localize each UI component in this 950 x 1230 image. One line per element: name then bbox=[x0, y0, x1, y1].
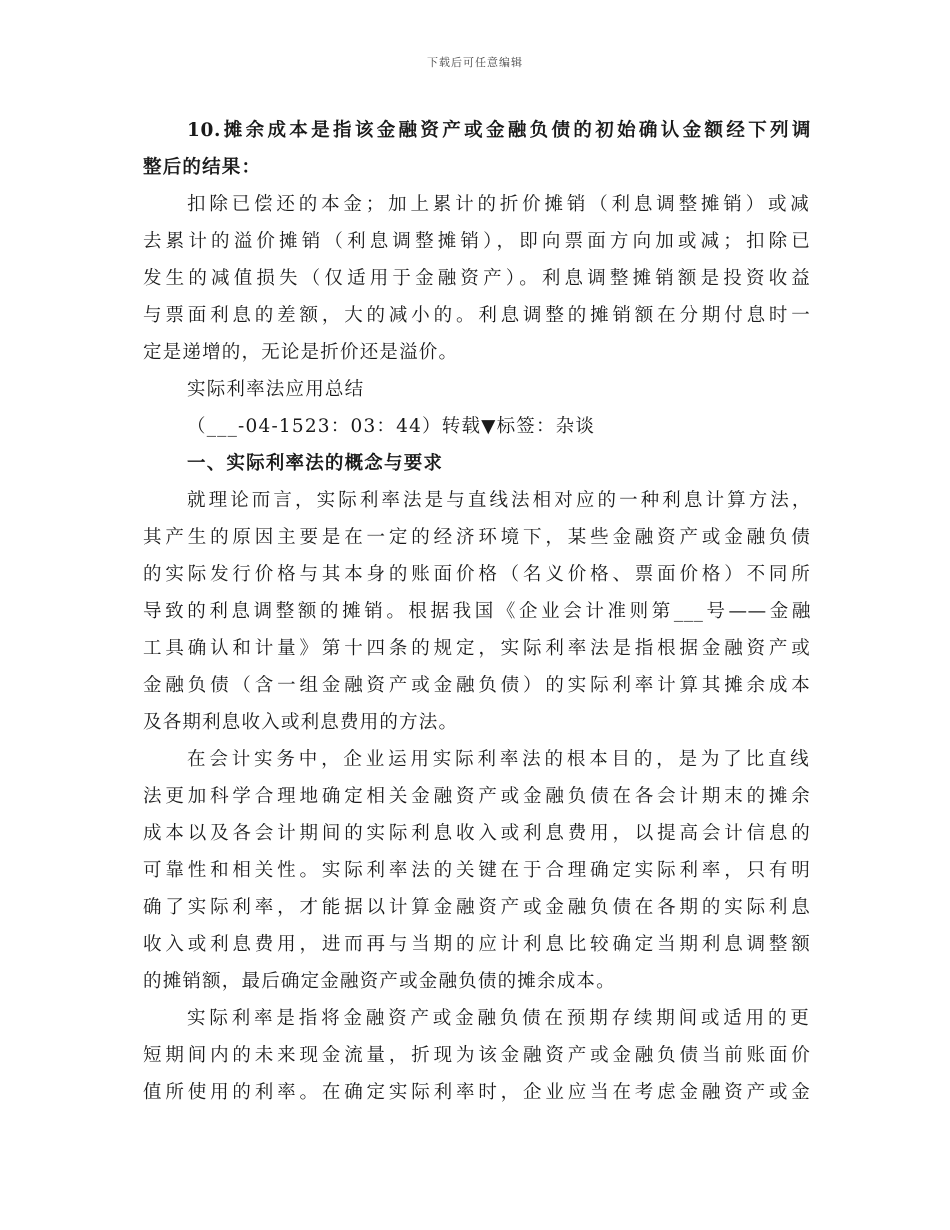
text-line: 成本以及各会计期间的实际利息收入或利息费用，以提高会计信息的 bbox=[143, 823, 811, 844]
text-line: 在会计实务中，企业运用实际利率法的根本目的，是为了比直线 bbox=[187, 749, 811, 770]
text-line: 定是递增的，无论是折价还是溢价。 bbox=[143, 342, 459, 363]
text-line: 10.摊余成本是指该金融资产或金融负债的初始确认金额经下列调 bbox=[187, 120, 811, 141]
text-line: 法更加科学合理地确定相关金融资产或金融负债在各会计期末的摊余 bbox=[143, 786, 811, 807]
text-line: 可靠性和相关性。实际利率法的关键在于合理确定实际利率，只有明 bbox=[143, 860, 811, 881]
text-line: 及各期利息收入或利息费用的方法。 bbox=[143, 712, 459, 733]
text-line: 扣除已偿还的本金；加上累计的折价摊销（利息调整摊销）或减 bbox=[187, 194, 811, 215]
text-line: 一、实际利率法的概念与要求 bbox=[187, 453, 444, 474]
text-line: 其产生的原因主要是在一定的经济环境下，某些金融资产或金融负债 bbox=[143, 527, 811, 548]
text-line: 确了实际利率，才能据以计算金融资产或金融负债在各期的实际利息 bbox=[143, 897, 811, 918]
text-line: 的摊销额，最后确定金融资产或金融负债的摊余成本。 bbox=[143, 971, 616, 992]
text-line: 收入或利息费用，进而再与当期的应计利息比较确定当期利息调整额 bbox=[143, 934, 811, 955]
document-body bbox=[143, 112, 811, 1111]
text-line: 工具确认和计量》第十四条的规定，实际利率法是指根据金融资产或 bbox=[143, 638, 811, 659]
page-header: 下载后可任意编辑 bbox=[427, 56, 523, 69]
text-line: 去累计的溢价摊销（利息调整摊销），即向票面方向加或减；扣除已 bbox=[143, 231, 811, 252]
text-line: 金融负债（含一组金融资产或金融负债）的实际利率计算其摊余成本 bbox=[143, 675, 811, 696]
text-line: （___-04-1523：03：44）转载▼标签：杂谈 bbox=[187, 416, 596, 437]
text-line: 与票面利息的差额，大的减小的。利息调整的摊销额在分期付息时一 bbox=[143, 305, 811, 326]
text-line: 整后的结果： bbox=[143, 157, 262, 178]
text-line: 实际利率法应用总结 bbox=[187, 379, 365, 400]
text-line: 发生的减值损失（仅适用于金融资产）。利息调整摊销额是投资收益 bbox=[143, 268, 811, 289]
text-line: 短期间内的未来现金流量，折现为该金融资产或金融负债当前账面价 bbox=[143, 1045, 811, 1066]
text-line: 实际利率是指将金融资产或金融负债在预期存续期间或适用的更 bbox=[187, 1008, 811, 1029]
text-line: 值所使用的利率。在确定实际利率时，企业应当在考虑金融资产或金 bbox=[143, 1082, 811, 1103]
text-line: 导致的利息调整额的摊销。根据我国《企业会计准则第___号——金融 bbox=[143, 601, 811, 622]
text-line: 就理论而言，实际利率法是与直线法相对应的一种利息计算方法， bbox=[187, 490, 811, 511]
text-line: 的实际发行价格与其本身的账面价格（名义价格、票面价格）不同所 bbox=[143, 564, 811, 585]
